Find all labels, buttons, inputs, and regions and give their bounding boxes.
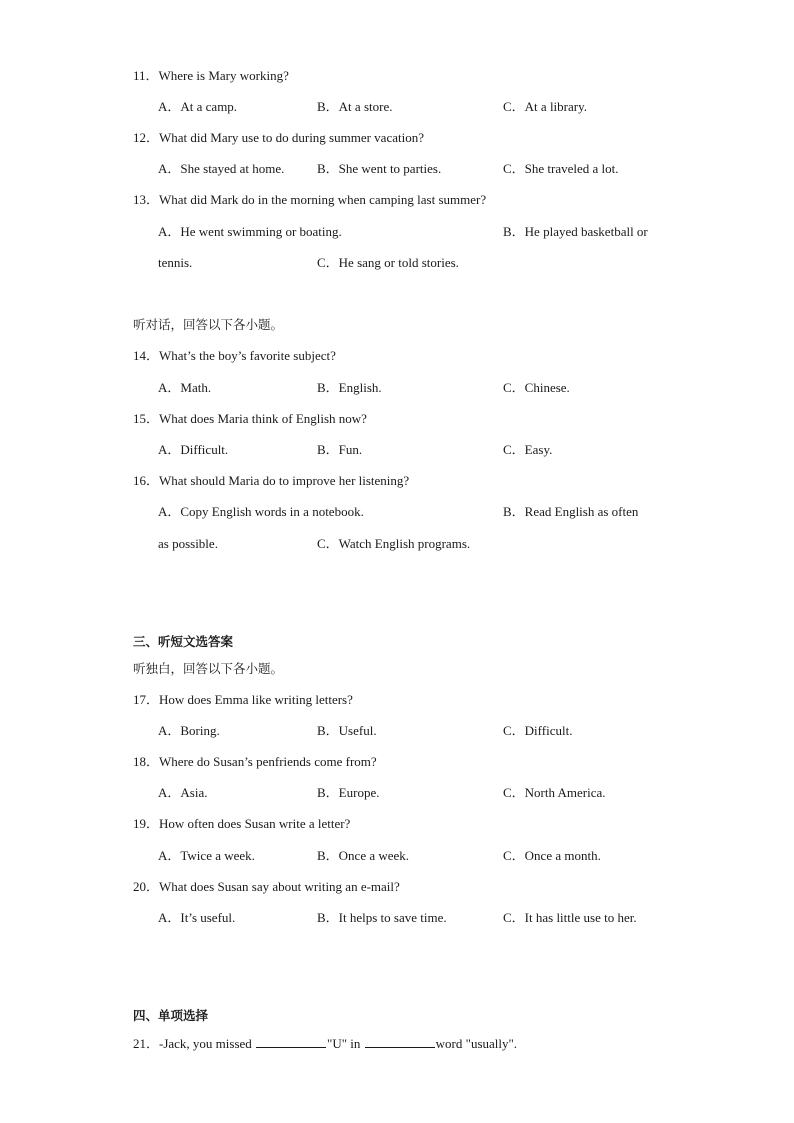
question-21-text-1: 21．-Jack, you missed bbox=[133, 1036, 256, 1051]
section-heading: 三、听短文选答案 bbox=[133, 634, 234, 649]
question-stem: 12．What did Mary use to do during summer vacation? bbox=[133, 130, 424, 145]
question-stem: 18．Where do Susan’s penfriends come from? bbox=[133, 754, 377, 769]
instruction-dialog: 听对话，回答以下各小题。 bbox=[133, 317, 284, 332]
option-b-continued: tennis. bbox=[158, 255, 193, 270]
question-stem: 19．How often does Susan write a letter? bbox=[133, 816, 351, 831]
option-a[interactable]: A．It’s useful. bbox=[158, 910, 236, 925]
option-b[interactable]: B．At a store. bbox=[317, 99, 393, 114]
option-c[interactable]: C．Easy. bbox=[503, 442, 553, 457]
option-c[interactable]: C．Chinese. bbox=[503, 380, 570, 395]
question-stem: 13．What did Mark do in the morning when camping last summer? bbox=[133, 192, 487, 207]
option-c[interactable]: C．He sang or told stories. bbox=[317, 255, 459, 270]
question-21 bbox=[133, 1035, 517, 1052]
option-a[interactable]: A．She stayed at home. bbox=[158, 161, 285, 176]
option-a[interactable]: A．At a camp. bbox=[158, 99, 238, 114]
option-c[interactable]: C．Difficult. bbox=[503, 723, 573, 738]
option-a[interactable]: A．Asia. bbox=[158, 785, 208, 800]
option-a[interactable]: A．Boring. bbox=[158, 723, 220, 738]
question-21-text-3: word "usually". bbox=[435, 1036, 518, 1051]
option-a[interactable]: A．Math. bbox=[158, 380, 212, 395]
question-stem: 14．What’s the boy’s favorite subject? bbox=[133, 348, 336, 363]
option-c[interactable]: C．It has little use to her. bbox=[503, 910, 637, 925]
option-c[interactable]: C．Once a month. bbox=[503, 848, 601, 863]
section-heading: 四、单项选择 bbox=[133, 1008, 209, 1023]
question-stem: 15．What does Maria think of English now? bbox=[133, 411, 367, 426]
answer-blank-2[interactable] bbox=[365, 1035, 435, 1048]
option-b[interactable]: B．Once a week. bbox=[317, 848, 410, 863]
option-a[interactable]: A．Copy English words in a notebook. bbox=[158, 504, 364, 519]
option-b[interactable]: B．English. bbox=[317, 380, 382, 395]
option-c[interactable]: C．She traveled a lot. bbox=[503, 161, 619, 176]
option-a[interactable]: A．He went swimming or boating. bbox=[158, 224, 342, 239]
option-a[interactable]: A．Difficult. bbox=[158, 442, 229, 457]
option-b[interactable]: B．Read English as often bbox=[503, 504, 639, 519]
option-b[interactable]: B．It helps to save time. bbox=[317, 910, 447, 925]
instruction-monologue: 听独白，回答以下各小题。 bbox=[133, 661, 284, 676]
answer-blank-1[interactable] bbox=[256, 1035, 326, 1048]
option-b[interactable]: B．Useful. bbox=[317, 723, 377, 738]
question-stem: 11．Where is Mary working? bbox=[133, 68, 289, 83]
option-b[interactable]: B．Fun. bbox=[317, 442, 363, 457]
option-b[interactable]: B．He played basketball or bbox=[503, 224, 648, 239]
option-b[interactable]: B．She went to parties. bbox=[317, 161, 442, 176]
question-stem: 16．What should Maria do to improve her listening? bbox=[133, 473, 410, 488]
option-c[interactable]: C．At a library. bbox=[503, 99, 587, 114]
question-21-text-2: "U" in bbox=[327, 1036, 364, 1051]
question-stem: 20．What does Susan say about writing an e-mail? bbox=[133, 879, 400, 894]
option-c[interactable]: C．Watch English programs. bbox=[317, 536, 471, 551]
option-b-continued: as possible. bbox=[158, 536, 218, 551]
option-a[interactable]: A．Twice a week. bbox=[158, 848, 255, 863]
option-b[interactable]: B．Europe. bbox=[317, 785, 380, 800]
question-stem: 17．How does Emma like writing letters? bbox=[133, 692, 353, 707]
option-c[interactable]: C．North America. bbox=[503, 785, 606, 800]
